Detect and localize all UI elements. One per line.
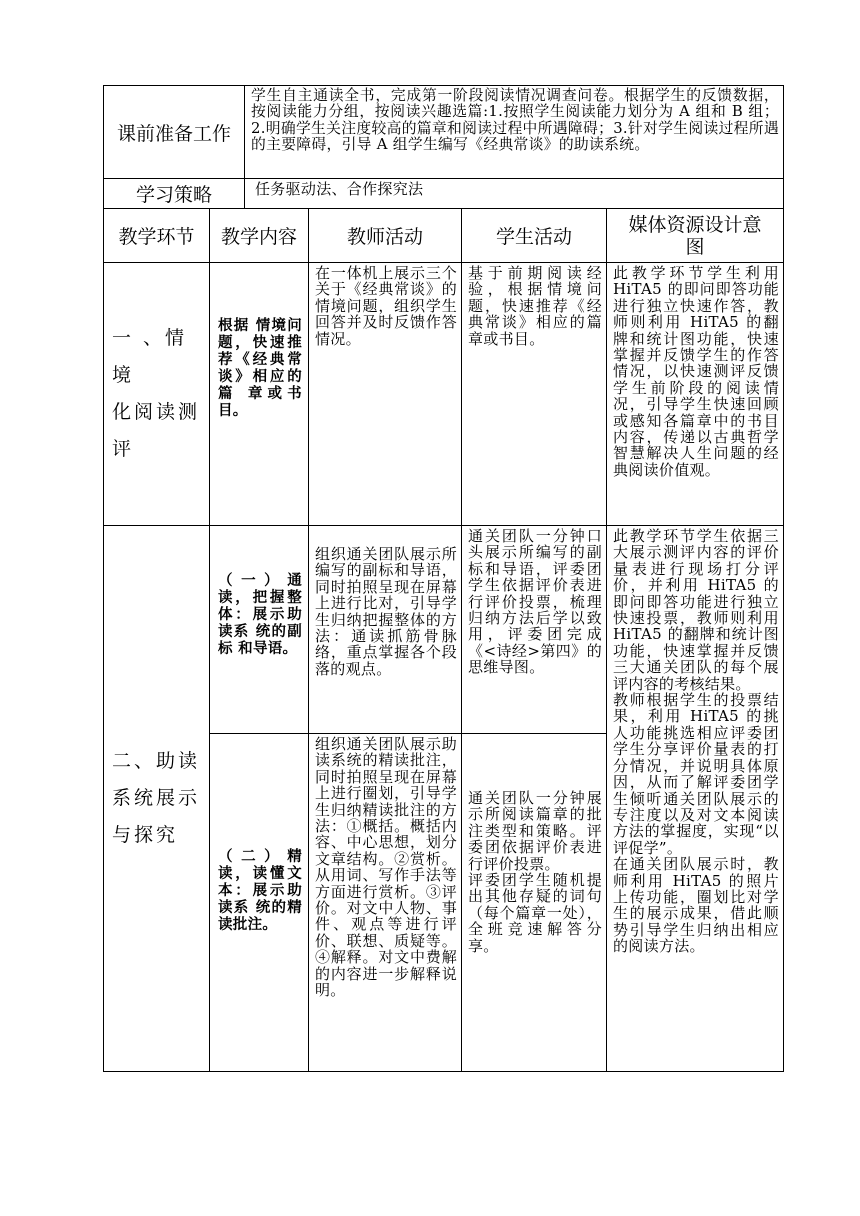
prep-label: 课前准备工作 (116, 122, 231, 145)
s2-teacher1: 组织通关团队展示所编写的副标和导语，同时拍照呈现在屏幕上进行比对，引导学生归纳把握整体的方法：通读抓筋骨脉络，重点掌握各个段落的观点。 (315, 545, 457, 678)
s1-stage: 一 、情境 化阅读测 评 (112, 327, 201, 460)
header-content (209, 208, 309, 263)
s2-content2-cell (209, 733, 309, 1072)
header-student (461, 208, 607, 263)
s1-content-cell (209, 262, 309, 526)
header-media-label: 媒体资源设计意图 (628, 213, 762, 258)
s2-content1: （一）通读，把握整体：展示助读系 统的副标 和导语。 (218, 572, 302, 657)
s1-content: 根据 情境问题，快速推荐《经典常谈》相应的篇 章或书目。 (218, 317, 302, 419)
strategy-label-cell (103, 178, 245, 209)
s2-student1: 通关团队一分钟口头展示所编写的副标和导语，评委团学生依据评价表进行评价投票，梳理归纳方法后学以致用，评委团完成《<诗经>第四》的思维导图。 (468, 527, 602, 677)
s2-media-cell (606, 525, 784, 1072)
s2-teacher2: 组织通关团队展示助读系统的精读批注，同时拍照呈现在屏幕上进行圈划，引导学生归纳精读批注的方法：①概括。概括内容、中心思想，划分文章结构。②赏析。从用词、写作手法等方面进行赏析。③评价。对文中人物、事件、观点等进行评价、联想、质疑等。④解释。对文中费解的内容进一步解释说明。 (315, 735, 457, 1000)
strategy-text: 任务驱动法、合作探究法 (255, 180, 424, 198)
s1-student-cell (461, 262, 607, 526)
s2-teacher1-cell (308, 525, 462, 734)
s2-media: 此教学环节学生依据三大展示测评内容的评价量表进行现场打分评价，并利用 HiTA5 的即问即答功能进行独立快速投票，教师则利用 HiTA5 的翻牌和统计图功能，快速掌握并反馈三大通关团队的每个展评内容的考核结果。 教师根据学生的投票结果，利用 HiTA5 的挑人功能挑选相应评委团学生分享评价量表的打分情况，并说明具体原因，从而了解评委团学生倾听通关团队展示的专注度以及对文本阅读方法的掌握度，实现“以评促学”。 在通关团队展示时，教师利用 HiTA5 的照片上传功能，圈划比对学生的展示成果，借此顺势引导学生归纳出相应的阅读方法。 (613, 527, 779, 956)
prep-text-cell (244, 85, 784, 179)
s1-stage-cell (103, 262, 210, 526)
header-content-label: 教学内容 (220, 226, 297, 248)
s1-teacher-cell (308, 262, 462, 526)
header-media (606, 208, 784, 263)
header-teacher (308, 208, 462, 263)
prep-label-cell (103, 85, 245, 179)
header-teacher-label: 教师活动 (346, 226, 423, 248)
header-stage (103, 208, 210, 263)
s1-student: 基于前期阅读经验，根据情境问题，快速推荐《经典常谈》相应的篇章或书目。 (468, 264, 602, 348)
prep-text: 学生自主通读全书，完成第一阶段阅读情况调查问卷。根据学生的反馈数据，按阅读能力分组，按阅读兴趣选篇:1.按照学生阅读能力划分为 A 组和 B 组；2.明确学生关注度较高的篇章和阅读过程中所遇障碍；3.针对学生阅读过程所遇的主要障碍，引导 A 组学生编写《经典常谈》的助读系统。 (251, 87, 779, 154)
strategy-text-cell (244, 178, 784, 209)
s1-media: 此教学环节学生利用 HiTA5 的即问即答功能进行独立快速作答，教师则利用 HiTA5 的翻牌和统计图功能，快速掌握并反馈学生的作答情况，以快速测评反馈学生前阶段的阅读情况，引导学生快速回顾或感知各篇章中的书目内容，传递以古典哲学智慧解决人生问题的经典阅读价值观。 (613, 264, 779, 479)
header-student-label: 学生活动 (495, 226, 572, 248)
s1-media-cell (606, 262, 784, 526)
s2-stage: 二、助读 系统展示 与探究 (112, 750, 201, 846)
s2-teacher2-cell (308, 733, 462, 1072)
s2-student2: 通关团队一分钟展示所阅读篇章的批注类型和策略。评委团依据评价表进行评价投票。 评委团学生随机提出其他存疑的词句（每个篇章一处），全班竞速解答分享。 (468, 789, 602, 955)
header-stage-label: 教学环节 (118, 226, 195, 248)
s2-content2: （二）精读，读懂文本：展示助读系 统的精读批注。 (218, 848, 302, 933)
s2-student1-cell (461, 525, 607, 734)
s1-teacher: 在一体机上展示三个关于《经典常谈》的情境问题，组织学生回答并及时反馈作答情况。 (315, 264, 457, 348)
s2-stage-cell (103, 525, 210, 1072)
s2-content1-cell (209, 525, 309, 734)
strategy-label: 学习策略 (135, 184, 212, 206)
s2-student2-cell (461, 733, 607, 1072)
